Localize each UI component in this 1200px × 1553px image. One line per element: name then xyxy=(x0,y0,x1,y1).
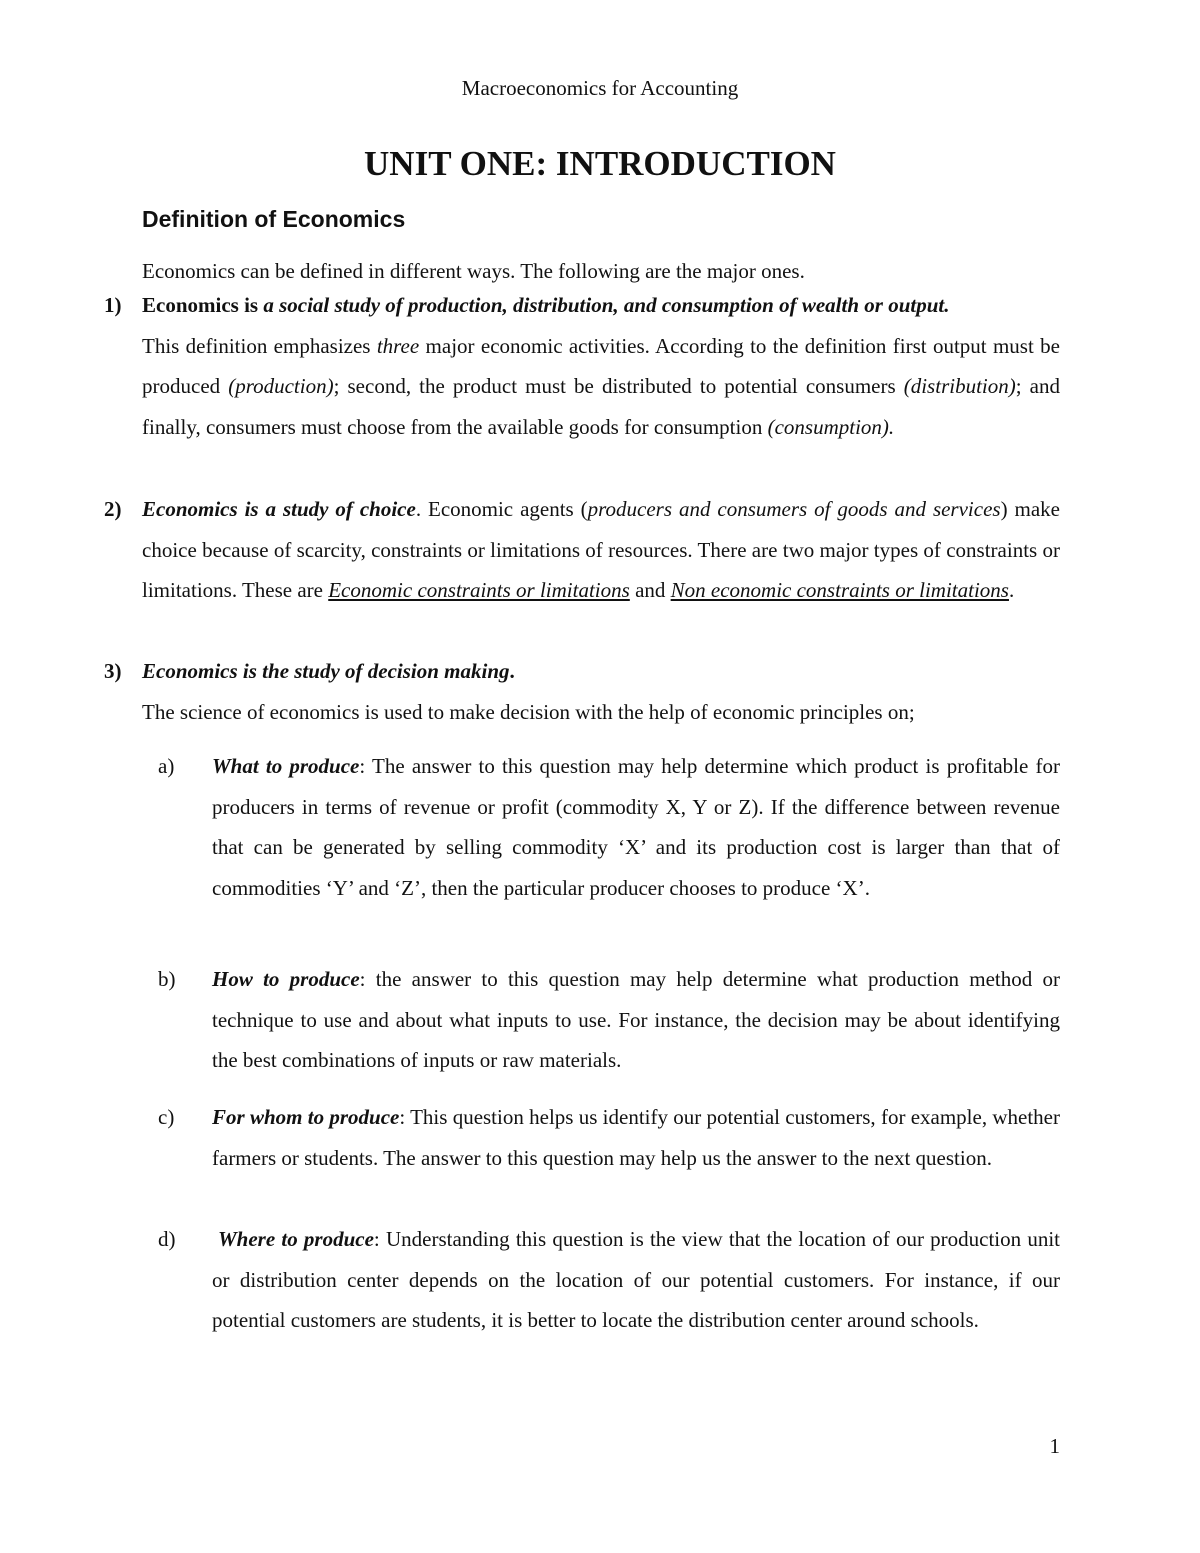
definition-text: major economic activities. According to the definition first output must be produced xyxy=(142,333,1060,399)
definition-text: The science of economics is used to make decision with the help of economic principles on; xyxy=(142,699,915,724)
question-text: : Understanding this question is the view that the location of our production unit or distribution center depends on the location of our potential customers. For instance, if our potential customers are students, it is better to locate the distribution center around schools. xyxy=(212,1227,1061,1333)
emphasis-text: (production) xyxy=(228,374,334,399)
question-text: : the answer to this question may help determine what production method or technique to use and about what inputs to use. For instance, the decision may be about identifying the best combinations of inputs or raw materials. xyxy=(212,967,1061,1073)
question-term: What to produce xyxy=(212,754,360,778)
page-number: 1 xyxy=(1049,1434,1060,1458)
definition-number: 3) xyxy=(104,659,122,683)
definition-lead-end: . xyxy=(509,659,515,683)
running-header: Macroeconomics for Accounting xyxy=(461,76,739,100)
emphasis-text: (consumption). xyxy=(767,414,895,439)
question-c xyxy=(212,1097,1060,1178)
definition-text: ; and finally, consumers must choose from the available goods for consumption xyxy=(142,374,1060,439)
question-letter: b) xyxy=(158,967,176,991)
underlined-term: Non economic constraints or limitations xyxy=(670,578,1009,603)
definition-2 xyxy=(142,489,1060,611)
definition-lead: Economics is the study of decision making xyxy=(142,659,510,683)
question-term: Where to produce xyxy=(218,1227,374,1251)
definition-lead: Economics is xyxy=(142,293,259,317)
definition-number: 2) xyxy=(104,497,122,521)
question-b xyxy=(212,959,1060,1081)
intro-paragraph: Economics can be defined in different ways. The following are the major ones. xyxy=(142,259,805,283)
question-letter: c) xyxy=(158,1105,175,1129)
definition-text: and xyxy=(629,578,671,603)
question-text: : The answer to this question may help determine which product is profitable for producers in terms of revenue or profit (commodity X, Y or Z). If the difference between revenue that can be generated by selling commodity ‘X’ and its production cost is larger than that of commodities ‘Y’ and ‘Z’, then the particular producer chooses to produce ‘X’. xyxy=(212,754,1060,900)
definition-1 xyxy=(142,285,1060,447)
definition-text: . Economic agents ( xyxy=(415,497,588,521)
definition-number: 1) xyxy=(104,293,122,317)
emphasis-text: (distribution) xyxy=(903,374,1016,399)
question-letter: a) xyxy=(158,754,175,778)
question-a xyxy=(212,746,1060,908)
definition-text: . xyxy=(1008,578,1015,603)
question-text: : This question helps us identify our potential customers, for example, whether farmers or students. The answer to this question may help us the answer to the next question. xyxy=(212,1105,1060,1170)
emphasis-text: producers and consumers of goods and services xyxy=(587,497,1001,521)
definition-text: ) make choice because of scarcity, constraints or limitations of resources. There are two major types of constraints or limitations. These are xyxy=(142,497,1060,603)
definition-3 xyxy=(142,651,1060,732)
question-letter: d) xyxy=(158,1227,176,1251)
unit-title: UNIT ONE: INTRODUCTION xyxy=(364,144,836,183)
definition-lead-italic: a social study of production, distribution, and consumption of wealth or output. xyxy=(258,293,950,317)
definition-text: This definition emphasizes xyxy=(142,333,377,358)
question-term: For whom to produce xyxy=(212,1105,400,1129)
emphasis-text: three xyxy=(376,333,420,358)
question-d xyxy=(212,1219,1060,1341)
section-heading: Definition of Economics xyxy=(142,206,406,232)
question-term: How to produce xyxy=(212,967,360,991)
definition-lead: Economics is a study of choice xyxy=(142,497,416,521)
definition-text: ; second, the product must be distributed to potential consumers xyxy=(333,374,904,399)
underlined-term: Economic constraints or limitations xyxy=(328,578,630,603)
